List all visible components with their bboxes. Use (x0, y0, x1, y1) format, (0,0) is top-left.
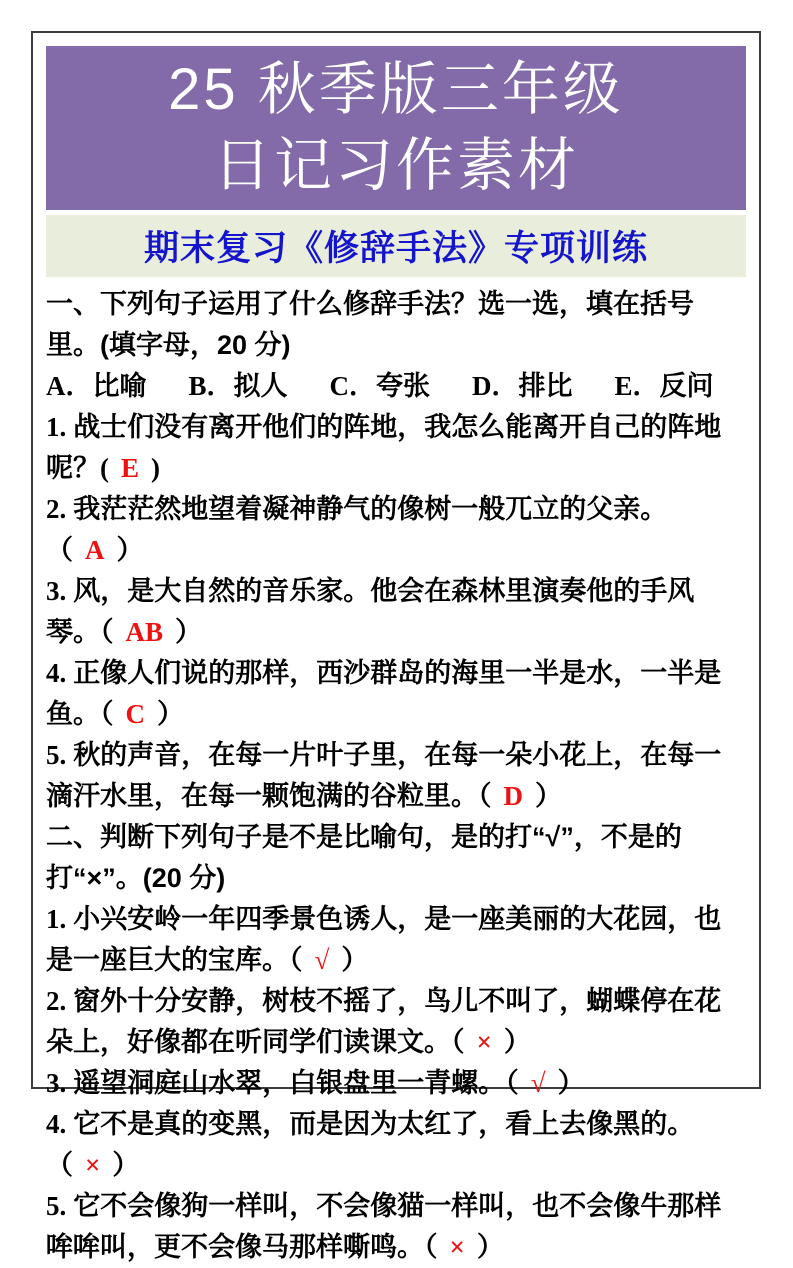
question-text: 风，是大自然的音乐家。他会在森林里演奏他的手风琴。 (46, 576, 695, 647)
answer-paren-close: ） (112, 1150, 140, 1180)
question-text: 秋的声音，在每一片叶子里，在每一朵小花上，在每一滴汗水里，在每一颗饱满的谷粒里。 (46, 740, 722, 811)
option-b: B．拟人 (188, 371, 288, 401)
question-number: 4. (46, 1109, 67, 1139)
section2-question-3 (46, 1063, 746, 1104)
section1-question-3 (46, 571, 746, 653)
section1-question-2 (46, 489, 746, 571)
question-number: 3. (46, 576, 67, 606)
answer-paren-close: ） (503, 1027, 531, 1057)
section2-question-2 (46, 981, 746, 1063)
section2-question-1 (46, 899, 746, 981)
question-number: 1. (46, 904, 67, 934)
option-d: D．排比 (472, 371, 573, 401)
question-number: 5. (46, 1191, 67, 1221)
answer-paren-open: （ (46, 1150, 73, 1180)
answer-paren-open: （ (505, 1068, 519, 1098)
question-text: 战士们没有离开他们的阵地，我怎么能离开自己的阵地呢？ (46, 412, 722, 483)
question-number: 5. (46, 740, 67, 770)
answer-paren-close: ） (116, 535, 144, 565)
option-a: A．比喻 (46, 371, 147, 401)
question-text: 它不是真的变黑，而是因为太红了，看上去像黑的。 (73, 1109, 695, 1139)
question-number: 4. (46, 658, 67, 688)
question-text: 窗外十分安静，树枝不摇了，鸟儿不叫了，蝴蝶停在花朵上，好像都在听同学们读课文。 (46, 986, 722, 1057)
answer-paren-open: （ (478, 781, 492, 811)
answer-paren-open: （ (46, 535, 73, 565)
question-number: 2. (46, 986, 67, 1016)
question-text: 我茫茫然地望着凝神静气的像树一般兀立的父亲。 (73, 494, 668, 524)
section-1-heading: 一、下列句子运用了什么修辞手法？选一选，填在括号里。(填字母，20 分) (46, 289, 694, 360)
worksheet-body (46, 284, 746, 1268)
subtitle-banner (46, 215, 746, 277)
question-text: 它不会像狗一样叫，不会像猫一样叫，也不会像牛那样哞哞叫，更不会像马那样嘶鸣。 (46, 1191, 722, 1262)
section-2-heading: 二、判断下列句子是不是比喻句，是的打“√”，不是的打“×”。(20 分) (46, 822, 682, 893)
answer-value: C (125, 699, 145, 729)
answer-paren-close: ) (151, 453, 161, 483)
answer-cross: × (449, 1232, 465, 1262)
section-1-options-row (46, 366, 746, 407)
question-text: 遥望洞庭山水翠，白银盘里一青螺。 (73, 1068, 506, 1098)
answer-value: D (503, 781, 523, 811)
section2-question-5 (46, 1186, 746, 1268)
answer-paren-open: （ (451, 1027, 465, 1057)
answer-cross: × (85, 1150, 101, 1180)
question-number: 2. (46, 494, 67, 524)
title-banner (46, 46, 746, 210)
title-line-2: 日记习作素材 (212, 133, 579, 198)
answer-paren-close: ） (175, 617, 203, 647)
answer-checkmark: √ (530, 1068, 546, 1098)
section1-question-4 (46, 653, 746, 735)
answer-cross: × (476, 1027, 492, 1057)
page-border-frame (31, 31, 761, 1262)
answer-paren-close: ） (535, 781, 562, 811)
question-number: 3. (46, 1068, 67, 1098)
answer-paren-open: （ (100, 699, 114, 729)
answer-paren-open: ( (100, 453, 109, 483)
section1-question-5 (46, 735, 746, 817)
answer-paren-close: ） (557, 1068, 585, 1098)
answer-paren-close: ） (476, 1232, 504, 1262)
question-text: 正像人们说的那样，西沙群岛的海里一半是水，一半是鱼。 (46, 658, 722, 729)
option-c: C．夸张 (329, 371, 431, 401)
subtitle-text: 期末复习《修辞手法》专项训练 (143, 229, 648, 268)
question-text: 小兴安岭一年四季景色诱人，是一座美丽的大花园，也是一座巨大的宝库。 (46, 904, 722, 975)
question-number: 1. (46, 412, 67, 442)
answer-paren-close: ） (341, 945, 369, 975)
title-line-1: 25 秋季版三年级 (168, 57, 624, 122)
answer-paren-open: （ (289, 945, 303, 975)
answer-paren-open: （ (424, 1232, 438, 1262)
section2-question-4 (46, 1104, 746, 1186)
answer-paren-close: ） (157, 699, 184, 729)
answer-value: E (121, 453, 140, 483)
answer-value: A (85, 535, 105, 565)
answer-paren-open: （ (100, 617, 114, 647)
section1-question-1 (46, 407, 746, 489)
option-e: E．反问 (614, 371, 714, 401)
answer-checkmark: √ (314, 945, 330, 975)
answer-value: AB (125, 617, 164, 647)
